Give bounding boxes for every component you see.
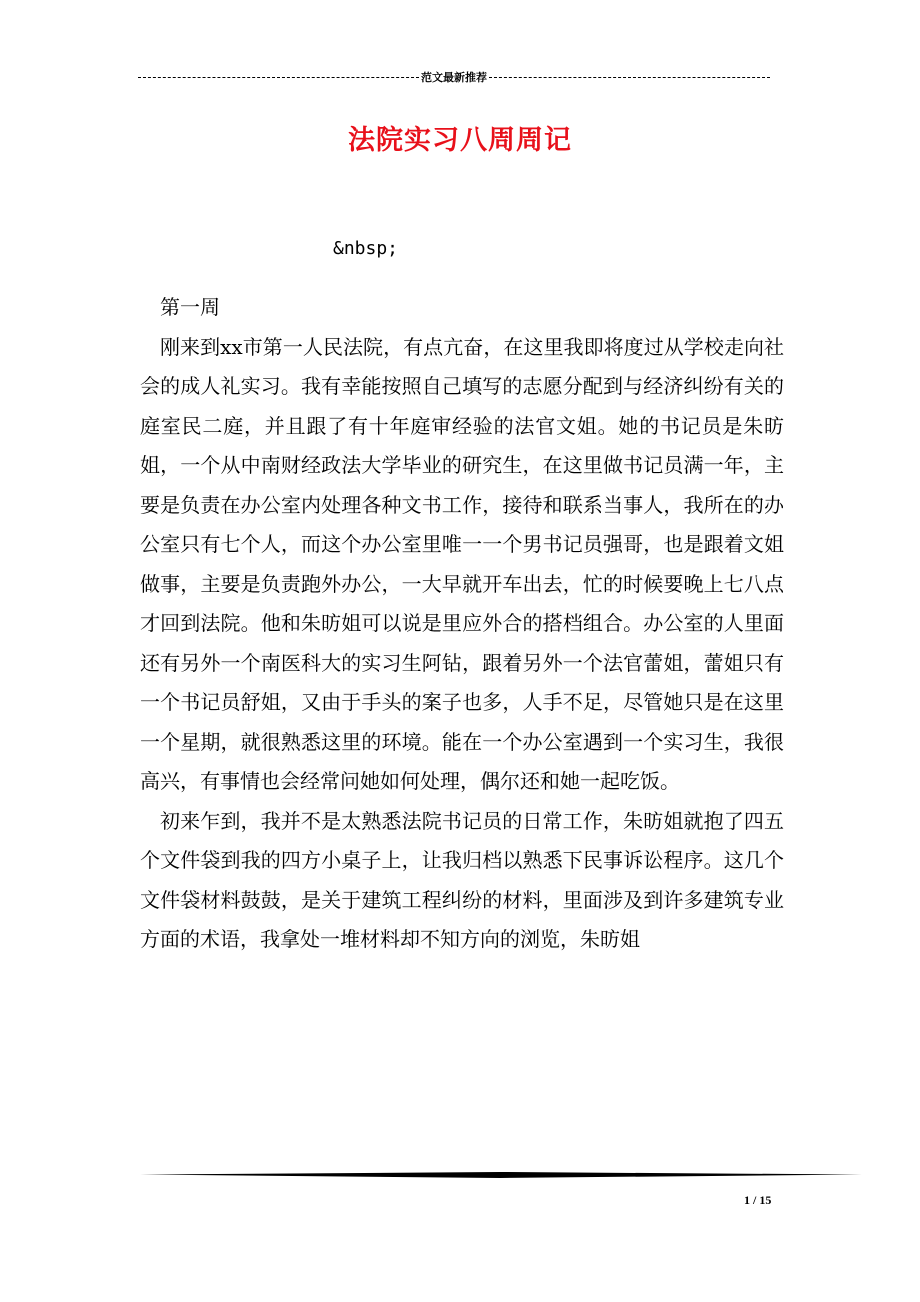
body-paragraph-2: 初来乍到，我并不是太熟悉法院书记员的日常工作，朱昉姐就抱了四五个文件袋到我的四方小桌子上，让我归档以熟悉下民事诉讼程序。这几个文件袋材料鼓鼓，是关于建筑工程纠纷的材料，里面涉及到许多建筑专业方面的术语，我拿处一堆材料却不知方向的浏览，朱昉姐: [140, 808, 784, 951]
header-dashes-left: [138, 77, 419, 78]
nbsp-literal-text: &nbsp;: [333, 238, 399, 259]
header-dashes-right: [489, 77, 770, 78]
footer-rule: [140, 1172, 862, 1178]
document-title: 法院实习八周周记: [348, 125, 572, 156]
document-body: [140, 288, 784, 960]
body-paragraph-1: 刚来到xx市第一人民法院，有点亢奋，在这里我即将度过从学校走向社会的成人礼实习。我有幸能按照自己填写的志愿分配到与经济纠纷有关的庭室民二庭，并且跟了有十年庭审经验的法官文姐。她的书记员是朱昉姐，一个从中南财经政法大学毕业的研究生，在这里做书记员满一年，主要是负责在办公室内处理各种文书工作，接待和联系当事人，我所在的办公室只有七个人，而这个办公室里唯一一个男书记员强哥，也是跟着文姐做事，主要是负责跑外办公，一大早就开车出去，忙的时候要晚上七八点才回到法院。他和朱昉姐可以说是里应外合的搭档组合。办公室的人里面还有另外一个南医科大的实习生阿钻，跟着另外一个法官蕾姐，蕾姐只有一个书记员舒姐，又由于手头的案子也多，人手不足，尽管她只是在这里一个星期，就很熟悉这里的环境。能在一个办公室遇到一个实习生，我很高兴，有事情也会经常问她如何处理，偶尔还和她一起吃饭。: [140, 334, 784, 793]
section-heading: 第一周: [160, 295, 220, 319]
page-number: 1 / 15: [744, 1193, 772, 1207]
header-label: 范文最新推荐: [421, 71, 487, 84]
page-header: [138, 68, 770, 86]
